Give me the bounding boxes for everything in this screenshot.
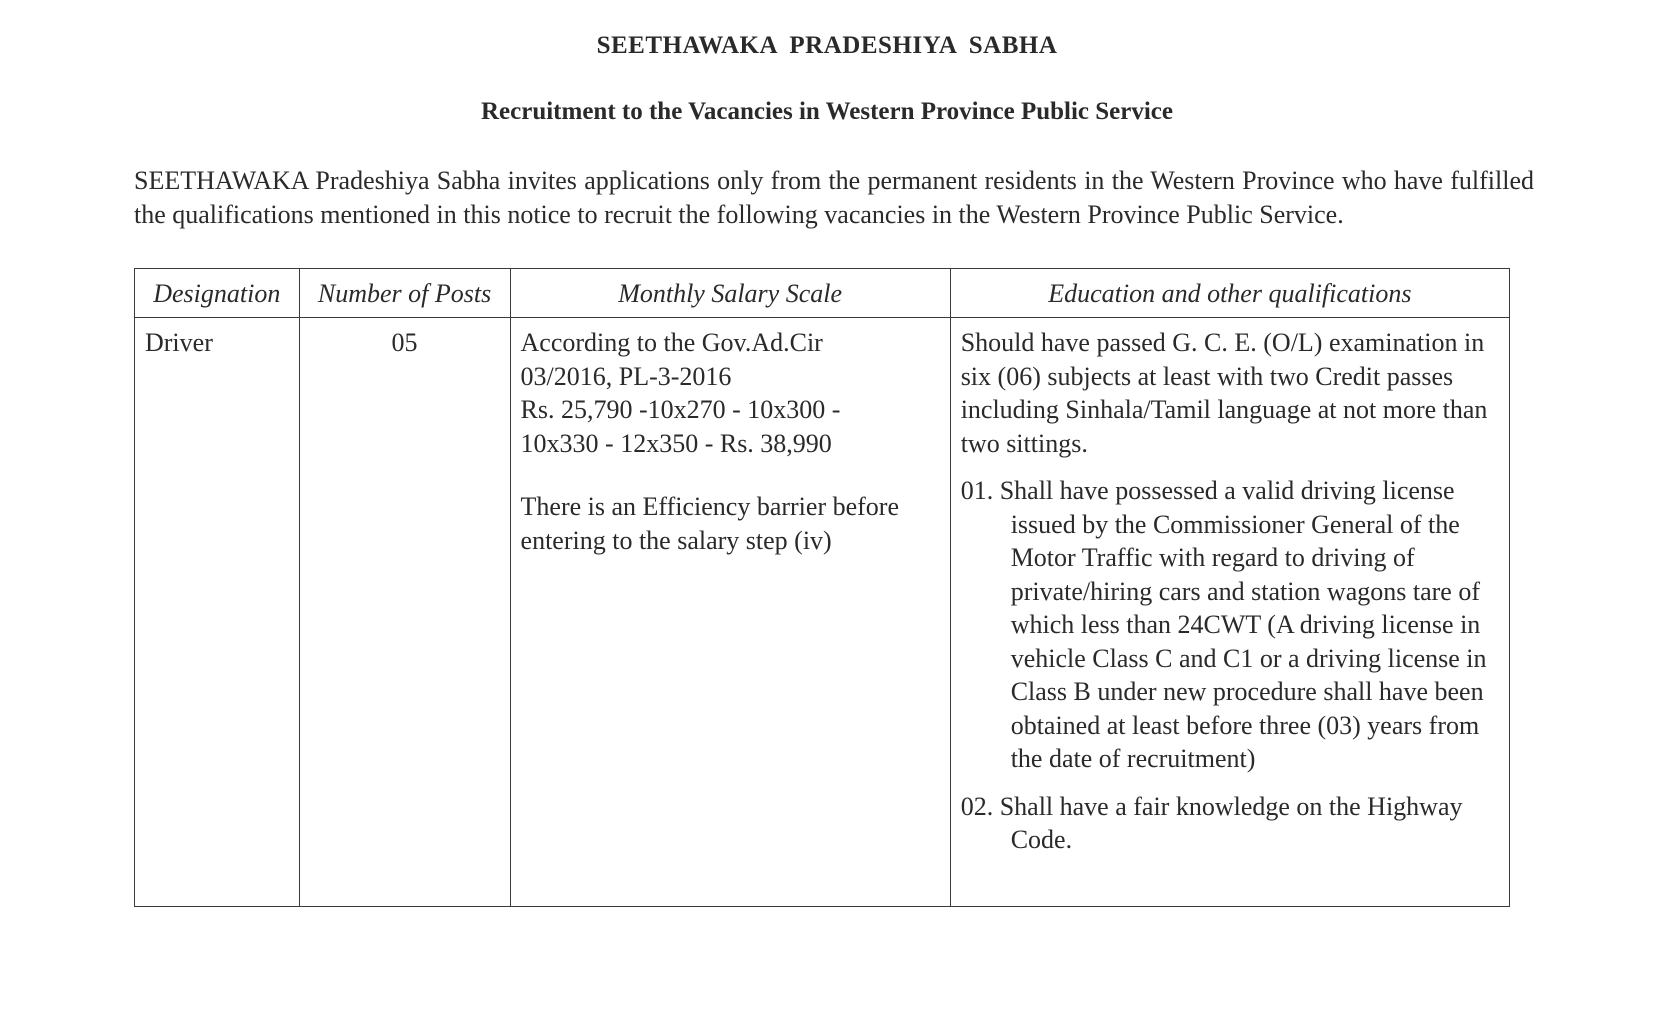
cell-designation: Driver xyxy=(135,318,300,907)
notice-intro-paragraph: SEETHAWAKA Pradeshiya Sabha invites applications only from the permanent residents in the Western Province who have fulfilled the qualifications mentioned in this notice to recruit the following vacancies in the Western Province Public Service. xyxy=(134,166,1534,229)
cell-qualifications xyxy=(950,318,1509,907)
cell-number-of-posts: 05 xyxy=(299,318,510,907)
salary-line-4: 10x330 - 12x350 - Rs. 38,990 xyxy=(520,428,832,458)
salary-line-2: 03/2016, PL-3-2016 xyxy=(520,361,732,391)
table-row xyxy=(135,318,1510,907)
salary-efficiency-note: There is an Efficiency barrier before entering to the salary step (iv) xyxy=(520,492,900,555)
qualification-item-1: 01. Shall have possessed a valid driving license issued by the Commissioner General of the Motor Traffic with regard to driving of private/hiring cars and station wagons tare of which less than 24CWT (A driving license in vehicle Class C and C1 or a driving license in Class B under new procedure shall have been obtained at least before three (03) years from the date of recruitment) xyxy=(960,476,1487,773)
header-designation: Designation xyxy=(135,269,300,318)
salary-line-1: According to the Gov.Ad.Cir xyxy=(520,328,823,357)
spacer xyxy=(521,460,940,490)
spacer xyxy=(961,776,1499,790)
table-header-row xyxy=(135,269,1510,318)
salary-line-3: Rs. 25,790 -10x270 - 10x300 - xyxy=(520,395,841,424)
notice-subtitle: Recruitment to the Vacancies in Western Province Public Service xyxy=(480,98,1174,125)
cell-salary-scale xyxy=(510,318,950,907)
spacer xyxy=(961,460,1499,474)
header-education-qualifications: Education and other qualifications xyxy=(950,269,1509,318)
qualification-education: Should have passed G. C. E. (O/L) examination in six (06) subjects at least with two Credit passes including Sinhala/Tamil language at not more than two sittings. xyxy=(960,328,1488,458)
header-monthly-salary-scale: Monthly Salary Scale xyxy=(510,269,950,318)
vacancy-table xyxy=(134,268,1510,907)
header-number-of-posts: Number of Posts xyxy=(299,269,510,318)
notice-title: SEETHAWAKA PRADESHIYA SABHA xyxy=(596,32,1058,59)
qualification-item-2: 02. Shall have a fair knowledge on the Highway Code. xyxy=(960,791,1463,854)
